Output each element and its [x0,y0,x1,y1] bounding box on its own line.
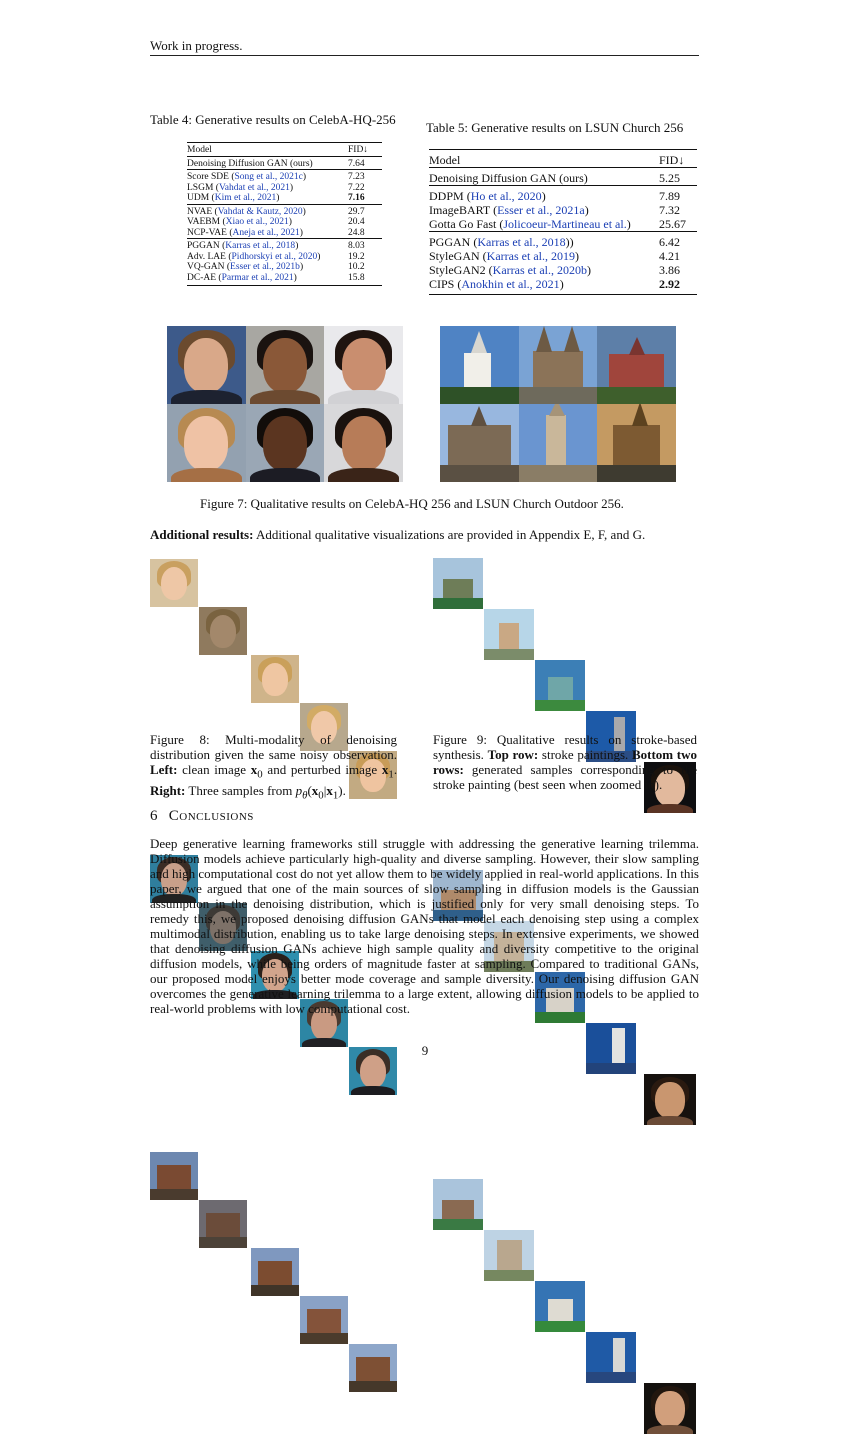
citation-link[interactable]: Karras et al., 2018 [477,235,566,249]
table-row: Score SDE (Song et al., 2021c) [187,170,348,183]
generated-sample-image [433,1179,483,1230]
table-row: StyleGAN (Karras et al., 2019) [429,249,579,263]
table-row: CIPS (Anokhin et al., 2021) [429,277,659,295]
citation-link[interactable]: Ho et al., 2020 [470,189,542,203]
generated-sample-image [586,1332,636,1383]
stroke-painting-image [484,609,534,660]
citation-link[interactable]: Karras et al., 2019 [486,249,575,263]
generated-sample-image [484,1230,534,1281]
citation-link[interactable]: Vahdat et al., 2021 [218,182,290,193]
face-image [167,326,246,404]
table-cell-fid: 10.2 [348,262,365,272]
table-cell-fid: 20.4 [348,217,365,227]
citation-link[interactable]: Esser et al., 2021b [230,262,300,272]
table-cell-fid: 29.7 [348,204,382,217]
citation-link[interactable]: Song et al., 2021c [234,172,303,182]
sample-church-image [251,1248,299,1296]
citation-link[interactable]: Jolicoeur-Martineau et al. [503,217,627,231]
table-row: DDPM (Ho et al., 2020) [429,186,659,204]
table-row: PGGAN (Karras et al., 2018) [187,239,348,252]
table-cell-fid: 7.89 [659,186,697,204]
sample-church-image [300,1296,348,1344]
table-cell-fid: 4.21 [659,249,680,263]
citation-link[interactable]: Esser et al., 2021a [497,203,585,217]
church-image [597,326,676,404]
table-cell-fid: 7.22 [348,182,365,193]
figure7-faces-grid [167,326,403,482]
generated-sample-image [535,1281,585,1332]
face-image [246,326,325,404]
table-row: NVAE (Vahdat & Kautz, 2020) [187,204,348,217]
additional-results-text: Additional qualitative visualizations are provided in Appendix E, F, and G. [255,527,646,542]
table5 [429,149,697,295]
noisy-church-image [199,1200,247,1248]
table4-ours-model: Denoising Diffusion GAN (ours) [187,156,348,170]
table-row: ImageBART (Esser et al., 2021a) [429,203,589,217]
church-image [440,404,519,482]
figure9-grid [433,558,696,720]
table4-ours-fid: 7.64 [348,156,382,170]
church-image [597,404,676,482]
figure8-caption: Figure 8: Multi-modality of denoising distribution given the same noisy observation. Left: clean image $x_0$ and perturbed image $x_1$. Right: Three samples from $p_\theta(x_0|x_1)$. [150,732,398,802]
table5-ours-model: Denoising Diffusion GAN (ours) [429,168,659,186]
figure7-caption: Figure 7: Qualitative results on CelebA-HQ 256 and LSUN Church Outdoor 256. [200,496,624,511]
church-image [440,326,519,404]
stroke-painting-image [535,660,585,711]
face-image [324,404,403,482]
figure7-churches-grid [440,326,676,482]
section-heading [150,808,254,825]
generated-sample-image [586,1023,636,1074]
figure9-caption: Figure 9: Qualitative results on stroke-based synthesis. Top row: stroke paintings. Bottom two rows: generated samples corresponding to the stroke painting (best seen when zoomed in). [433,732,698,792]
table-cell-fid: 7.16 [348,193,365,203]
table-cell-fid: 24.8 [348,227,365,238]
table-row: PGGAN (Karras et al., 2018)) [429,232,659,250]
face-image [246,404,325,482]
table-cell-fid: 7.23 [348,170,382,183]
table4 [187,142,382,286]
figure8-grid [150,559,397,720]
table-row: StyleGAN2 (Karras et al., 2020b) [429,263,591,277]
table-cell-fid: 3.86 [659,263,680,277]
table4-header-model: Model [187,143,348,157]
table-cell-fid: 15.8 [348,273,382,286]
citation-link[interactable]: Anokhin et al., 2021 [461,277,560,291]
generated-sample-image [644,1383,696,1434]
clean-church-image [150,1152,198,1200]
table-cell-fid: 7.32 [659,203,680,217]
header-rule [150,55,699,56]
sample-church-image [349,1344,397,1392]
table5-header-fid: FID↓ [659,150,697,168]
citation-link[interactable]: Karras et al., 2020b [492,263,587,277]
table-row: VQ-GAN (Esser et al., 2021b) [187,262,304,272]
additional-results-paragraph [150,527,710,542]
citation-link[interactable]: Pidhorskyi et al., 2020 [231,251,318,262]
citation-link[interactable]: Kim et al., 2021 [214,193,277,203]
section-title: Conclusions [168,808,254,824]
table-cell-fid: 6.42 [659,232,697,250]
table-cell-fid: 2.92 [659,277,697,295]
clean-face-image [150,559,198,607]
church-image [519,404,598,482]
table-row: Adv. LAE (Pidhorskyi et al., 2020) [187,251,321,262]
citation-link[interactable]: Karras et al., 2018 [225,241,296,251]
conclusion-paragraph: Deep generative learning frameworks still struggle with addressing the generative learning trilemma. Diffusion models achieve particularly high-quality and diverse sampling. However, their slow sampling and high computational cost do not yet allow them to be widely applied in real-world applications. In this paper, we argued that one of the main sources of slow sampling in diffusion models is the Gaussian assumption in the denoising distribution, which is justified only for very small denoising steps. To remedy this, we proposed denoising diffusion GANs that model each denoising step using a complex multimodal distribution, enabling us to take large denoising steps. In extensive experiments, we showed that denoising diffusion GANs achieve high sample quality and diversity competitive to the original diffusion models, while being orders of magnitude faster at sampling. Compared to traditional GANs, our proposed model enjoys better mode coverage and sample diversity. Our denoising diffusion GAN overcomes the generative learning trilemma to a large extent, allowing diffusion models to be applied to real-world problems with low computational cost. [150,836,699,1016]
additional-results-label: Additional results: [150,527,254,542]
sample-face-image [251,655,299,703]
table5-caption: Table 5: Generative results on LSUN Church 256 [426,120,684,135]
stroke-painting-image [433,558,483,609]
citation-link[interactable]: Parmar et al., 2021 [221,272,294,283]
face-image [324,326,403,404]
citation-link[interactable]: Xiao et al., 2021 [225,217,289,227]
table4-caption: Table 4: Generative results on CelebA-HQ-256 [150,112,396,127]
table-cell-fid: 25.67 [659,217,686,231]
table-row: UDM (Kim et al., 2021) [187,193,280,203]
citation-link[interactable]: Aneja et al., 2021 [232,227,300,238]
running-header: Work in progress. [150,38,243,53]
table-cell-fid: 19.2 [348,251,365,262]
table-row: VAEBM (Xiao et al., 2021) [187,217,292,227]
sample-face-image [349,1047,397,1095]
table5-ours-fid: 5.25 [659,168,697,186]
table-row: DC-AE (Parmar et al., 2021) [187,273,348,286]
table-row: NCP-VAE (Aneja et al., 2021) [187,227,303,238]
table4-header-fid: FID↓ [348,143,382,157]
citation-link[interactable]: Vahdat & Kautz, 2020 [217,206,303,217]
table5-header-model: Model [429,150,659,168]
face-image [167,404,246,482]
table-row: LSGM (Vahdat et al., 2021) [187,182,294,193]
section-number: 6 [150,808,158,824]
table-cell-fid: 8.03 [348,239,382,252]
noisy-face-image [199,607,247,655]
table-row: Gotta Go Fast (Jolicoeur-Martineau et al.) [429,217,631,231]
church-image [519,326,598,404]
page-number: 9 [421,1043,429,1058]
